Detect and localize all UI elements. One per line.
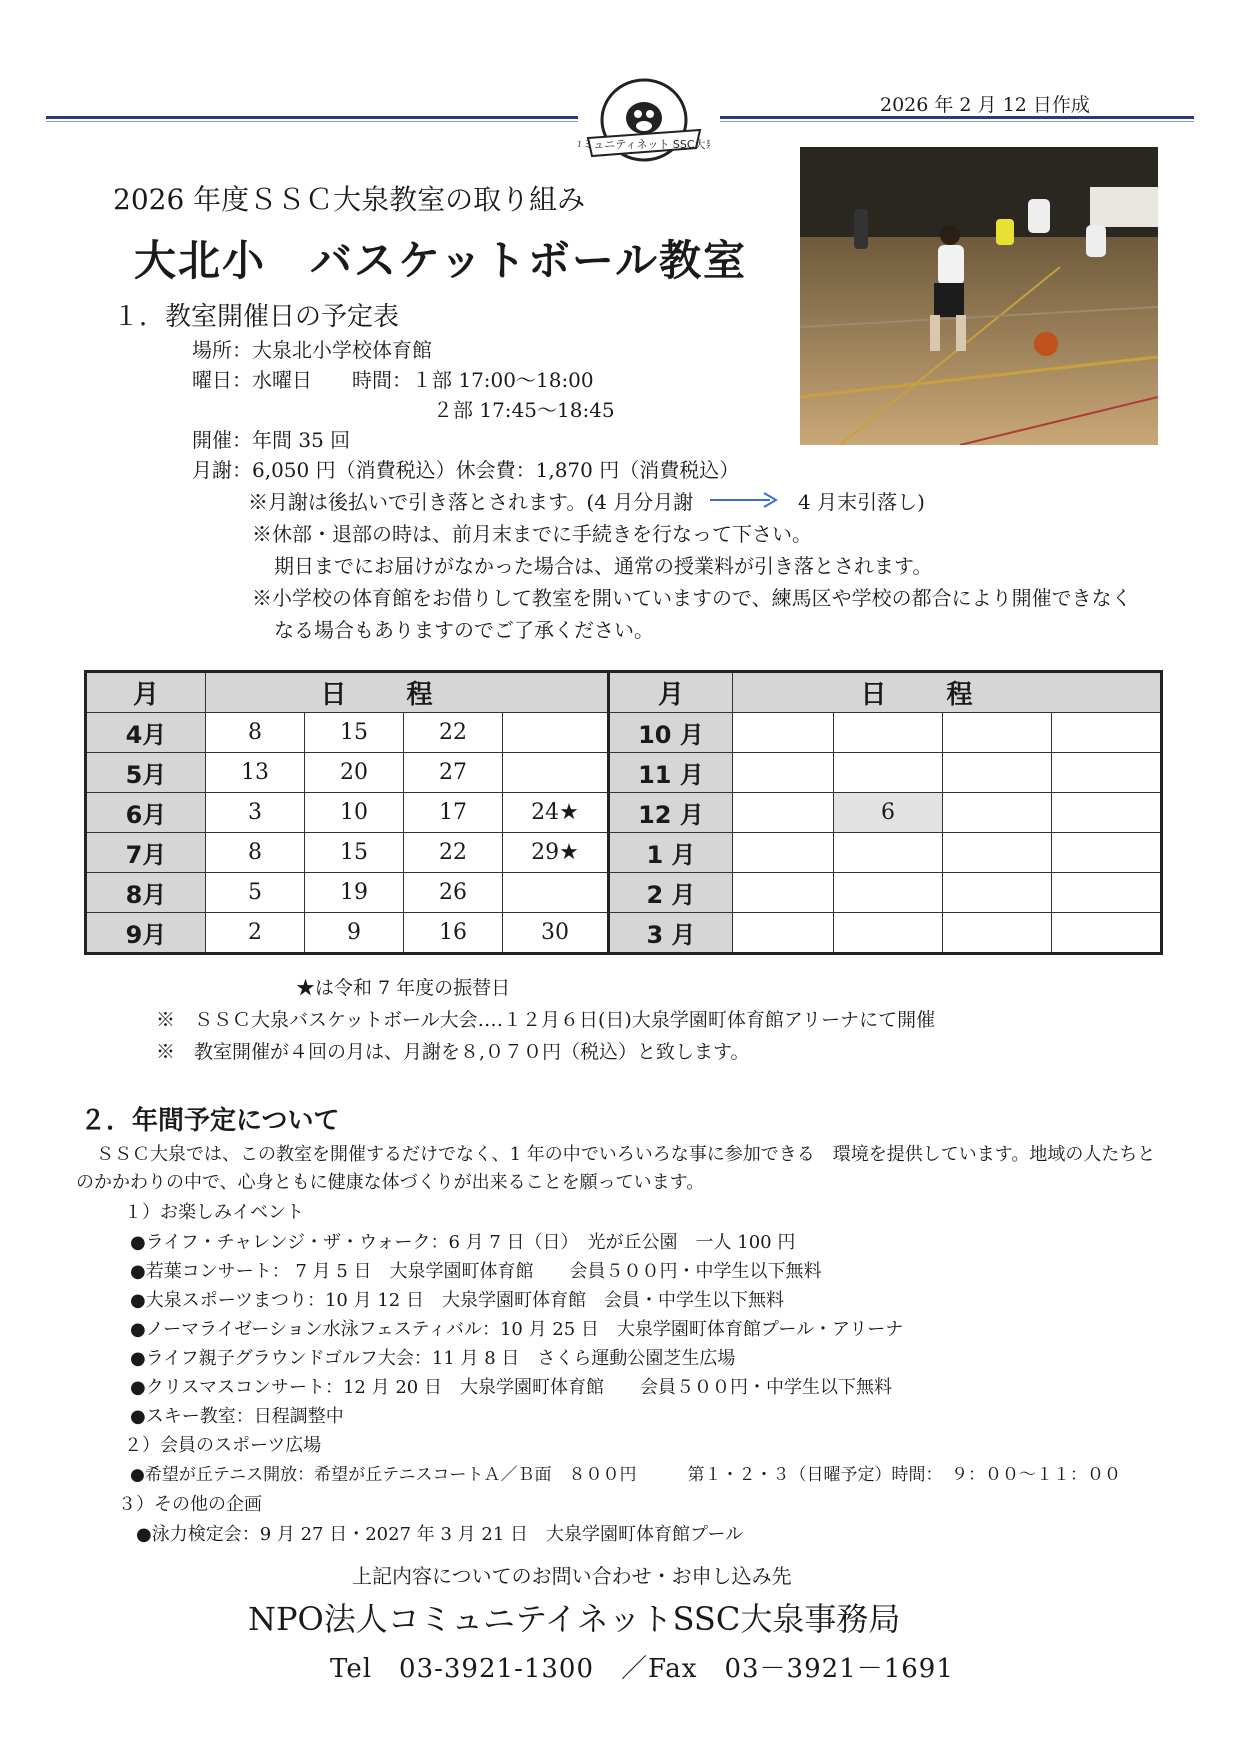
place-text: 場所：大泉北小学校体育館 [192, 338, 432, 362]
contact-org: NPO法人コミュニテイネットSSC大泉事務局 [248, 1600, 901, 1638]
day-cell: 17 [404, 793, 503, 833]
table-header-row [86, 672, 1162, 713]
header-rule-left-thin [46, 121, 578, 122]
days-header: 日程 [206, 672, 609, 713]
logo-text: コミュニティネット SSC大泉 [578, 138, 710, 151]
tournament-note: ※ ＳＳＣ大泉バスケットボール大会‥‥１２月６日(日)大泉学園町体育館アリーナにて開催 [156, 1009, 936, 1031]
days-header-right: 日程 [733, 672, 1162, 713]
day-cell [733, 713, 834, 753]
day-cell: 30 [503, 913, 609, 954]
day-cell: 15 [305, 833, 404, 873]
month-cell: 5月 [86, 753, 206, 793]
table-row [86, 833, 1162, 873]
day-cell [733, 753, 834, 793]
day-cell [943, 713, 1052, 753]
list-item: ●大泉スポーツまつり：10 月 12 日 大泉学園町体育館 会員・中学生以下無料 [130, 1290, 784, 1311]
list-item: ●泳力検定会：9 月 27 日・2027 年 3 月 21 日 大泉学園町体育館プール [136, 1524, 744, 1545]
list-item: ●ライフ・チャレンジ・ザ・ウォーク：6 月 7 日（日） 光が丘公園 一人 100 円 [130, 1232, 796, 1253]
day-cell [1052, 713, 1162, 753]
day-cell [943, 793, 1052, 833]
day-cell [834, 873, 943, 913]
list-item: ●ライフ親子グラウンドゴルフ大会：11 月 8 日 さくら運動公園芝生広場 [130, 1348, 736, 1369]
events-subheading: １）お楽しみイベント [124, 1202, 304, 1223]
list-item: ●ノーマライゼーション水泳フェスティバル：10 月 25 日 大泉学園町体育館プール・アリーナ [130, 1319, 904, 1340]
note3-text: ※小学校の体育館をお借りして教室を開いていますので、練馬区や学校の都合により開催できなく [252, 586, 1132, 610]
contact-intro: 上記内容についてのお問い合わせ・お申し込み先 [352, 1564, 792, 1588]
header-rule-left [46, 116, 578, 119]
day-cell [834, 713, 943, 753]
day-cell [503, 713, 609, 753]
day-cell [834, 753, 943, 793]
day-cell [943, 833, 1052, 873]
day-cell [733, 793, 834, 833]
day-cell: 24★ [503, 793, 609, 833]
month-cell: 4月 [86, 713, 206, 753]
month-cell: 1 月 [609, 833, 733, 873]
schedule-table [84, 670, 1163, 955]
note2-text: ※休部・退部の時は、前月末までに手続きを行なって下さい。 [252, 522, 812, 546]
day-cell [1052, 793, 1162, 833]
basketball-photo [800, 147, 1158, 445]
day-time-text: 曜日：水曜日 時間：１部 17:00～18:00 [192, 368, 594, 392]
day-cell: 5 [206, 873, 305, 913]
other-subheading: ３）その他の企画 [118, 1494, 262, 1515]
day-cell: 27 [404, 753, 503, 793]
day-cell [943, 873, 1052, 913]
section2-heading: ２．年間予定について [80, 1106, 340, 1136]
page-subtitle: 2026 年度ＳＳＣ大泉教室の取り組み [113, 183, 586, 216]
fee-note: ※ 教室開催が４回の月は、月謝を８,０７０円（税込）と致します。 [156, 1041, 750, 1063]
month-cell: 10 月 [609, 713, 733, 753]
day-cell: 2 [206, 913, 305, 954]
creation-date: 2026 年 2 月 12 日作成 [880, 94, 1090, 116]
note1-text: ※月謝は後払いで引き落とされます。(4 月分月謝 [248, 490, 694, 514]
header-rule-right-thin [720, 121, 1194, 122]
day-cell [733, 873, 834, 913]
list-item: ●希望が丘テニス開放：希望が丘テニスコートＡ／Ｂ面 ８００円 第１・２・３（日曜予定）時間： ９：００～１１：００ [130, 1465, 1121, 1485]
month-header: 月 [86, 672, 206, 713]
list-item: ●クリスマスコンサート：12 月 20 日 大泉学園町体育館 会員５００円・中学生以下無料 [130, 1377, 892, 1398]
day-cell: 20 [305, 753, 404, 793]
day-cell: 29★ [503, 833, 609, 873]
table-row [86, 873, 1162, 913]
arrow-right-icon [708, 490, 780, 510]
section1-heading: １．教室開催日の予定表 [113, 302, 400, 332]
page-title: 大北小 バスケットボール教室 [134, 236, 748, 285]
intro-line1: ＳＳＣ大泉では、この教室を開催するだけでなく、1 年の中でいろいろな事に参加できる 環境を提供しています。地域の人たちと [96, 1144, 1156, 1165]
day-cell: 26 [404, 873, 503, 913]
day-cell [834, 833, 943, 873]
ssc-logo [578, 76, 710, 162]
day-cell: 8 [206, 713, 305, 753]
day-cell: 3 [206, 793, 305, 833]
sports-subheading: ２）会員のスポーツ広場 [124, 1435, 322, 1456]
month-cell: 6月 [86, 793, 206, 833]
star-note: ★は令和 7 年度の振替日 [296, 977, 511, 999]
day-cell [733, 913, 834, 954]
month-cell: 12 月 [609, 793, 733, 833]
month-cell: 2 月 [609, 873, 733, 913]
fee-text: 月謝：6,050 円（消費税込）休会費：1,870 円（消費税込） [192, 458, 740, 482]
table-row [86, 753, 1162, 793]
day-cell: 19 [305, 873, 404, 913]
intro-line2: のかかわりの中で、心身ともに健康な体づくりが出来ることを願っています。 [76, 1172, 705, 1193]
list-item: ●若葉コンサート： 7 月 5 日 大泉学園町体育館 会員５００円・中学生以下無料 [130, 1261, 822, 1282]
month-cell: 11 月 [609, 753, 733, 793]
contact-phone: Tel 03-3921-1300 ／Fax 03－3921－1691 [330, 1654, 954, 1684]
month-cell: 9月 [86, 913, 206, 954]
day-cell [1052, 873, 1162, 913]
day-cell [1052, 753, 1162, 793]
day-cell: 13 [206, 753, 305, 793]
month-header-right: 月 [609, 672, 733, 713]
table-row [86, 793, 1162, 833]
note2b-text: 期日までにお届けがなかった場合は、通常の授業料が引き落とされます。 [274, 554, 933, 578]
time2-text: ２部 17:45～18:45 [433, 398, 615, 422]
day-cell: 8 [206, 833, 305, 873]
month-cell: 8月 [86, 873, 206, 913]
month-cell: 3 月 [609, 913, 733, 954]
day-cell: 16 [404, 913, 503, 954]
day-cell [1052, 833, 1162, 873]
note3b-text: なる場合もありますのでご了承ください。 [274, 618, 654, 642]
day-cell [503, 753, 609, 793]
day-cell: 9 [305, 913, 404, 954]
day-cell: 22 [404, 713, 503, 753]
day-cell [733, 833, 834, 873]
day-cell [1052, 913, 1162, 954]
list-item: ●スキー教室：日程調整中 [130, 1406, 344, 1427]
day-cell: 15 [305, 713, 404, 753]
day-cell: 10 [305, 793, 404, 833]
table-row [86, 713, 1162, 753]
day-cell-highlighted: 6 [834, 793, 943, 833]
note1-end-text: 4 月末引落し) [798, 490, 925, 514]
month-cell: 7月 [86, 833, 206, 873]
day-cell [943, 753, 1052, 793]
day-cell [943, 913, 1052, 954]
day-cell: 22 [404, 833, 503, 873]
day-cell [503, 873, 609, 913]
day-cell [834, 913, 943, 954]
count-text: 開催：年間 35 回 [192, 428, 351, 452]
table-row [86, 913, 1162, 954]
